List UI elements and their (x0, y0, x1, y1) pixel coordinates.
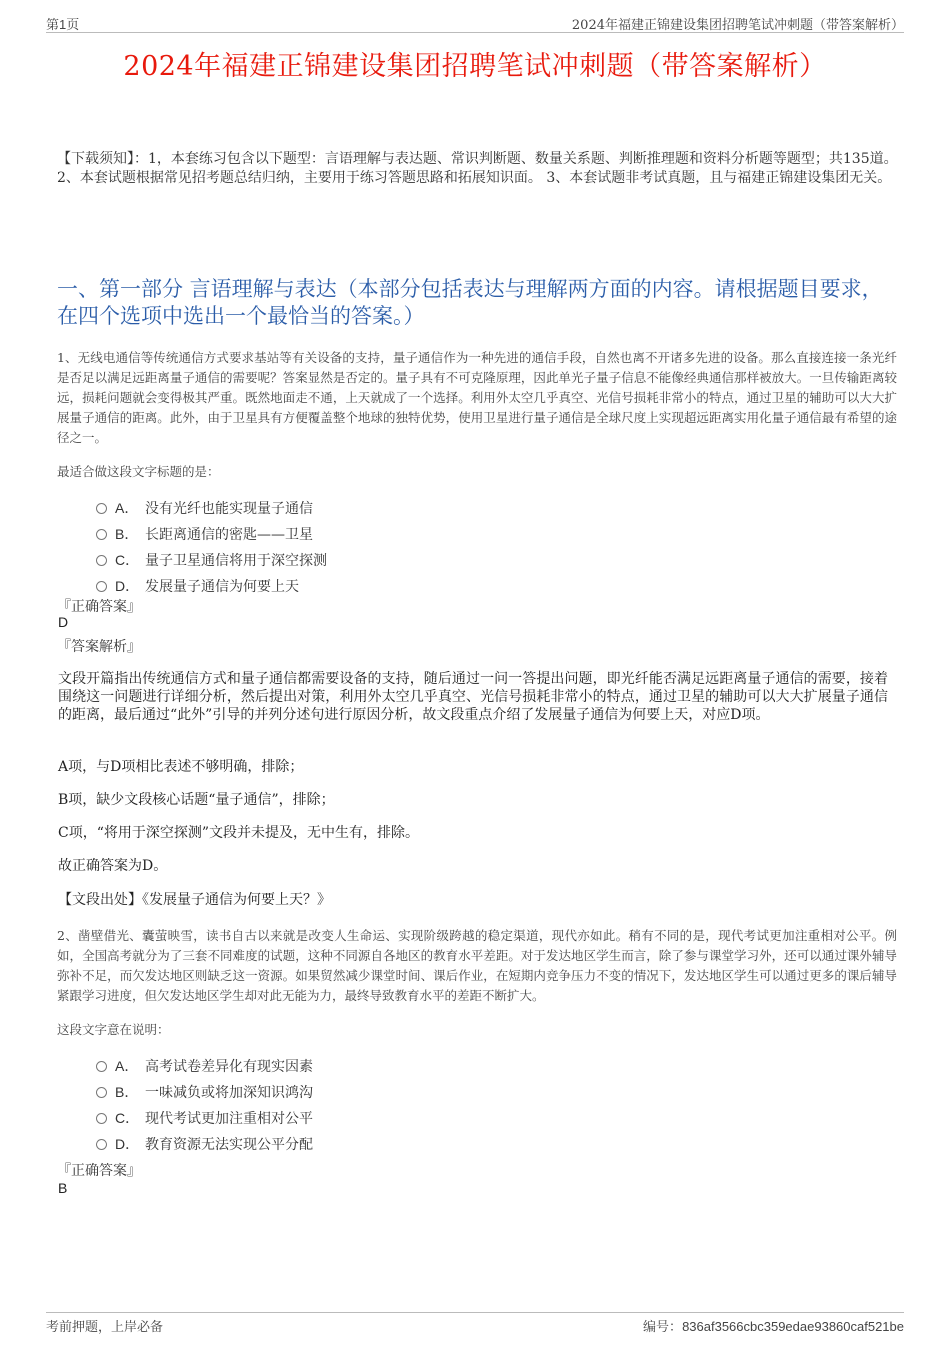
download-notice: 【下载须知】：1，本套练习包含以下题型：言语理解与表达题、常识判断题、数量关系题、判断推理题和资料分析题等题型；共135道。 2、本套试题根据常见招考题总结归纳，主要用于练习答题思路和拓展知识面。 3、本套试题非考试真题，且与福建正锦建设集团无关。 (57, 151, 898, 186)
radio-button-icon[interactable] (96, 529, 107, 540)
option-text: 一味减负或将加深知识鸿沟 (145, 1085, 313, 1101)
q2-answer: B (58, 1180, 68, 1196)
question-1-stem: 1、无线电通信等传统通信方式要求基站等有关设备的支持，量子通信作为一种先进的通信手段，自然也离不开诸多先进的设备。那么直接连接一条光纤是否足以满足远距离量子通信的需要呢？答案显然是否定的。量子具有不可克隆原理，因此单光子量子信息不能像经典通信那样被放大。一旦传输距离较远，损耗问题就会变得极其严重。既然地面走不通，上天就成了一个选择。利用外太空几乎真空、光信号损耗非常小的特点，通过卫星的辅助可以大大扩展量子通信的距离。此外，由于卫星具有方便覆盖整个地球的独特优势，使用卫星进行量子通信是全球尺度上实现超远距离实用化量子通信最有希望的途径之一。 (57, 350, 897, 445)
footer-slogan: 考前押题，上岸必备 (46, 1320, 164, 1335)
radio-button-icon[interactable] (96, 1139, 107, 1150)
question-1-prompt: 最适合做这段文字标题的是： (57, 464, 220, 479)
option-letter: A． (115, 500, 139, 516)
header-doc-title: 2024年福建正锦建设集团招聘笔试冲刺题（带答案解析） (571, 18, 904, 33)
q1-analysis-c: C项，“将用于深空探测”文段并未提及，无中生有，排除。 (58, 825, 420, 841)
page-footer (46, 1312, 904, 1335)
page-number: 第1页 (46, 17, 80, 32)
option-text: 现代考试更加注重相对公平 (145, 1111, 313, 1127)
q1-analysis-b: B项，缺少文段核心话题“量子通信”，排除； (58, 792, 335, 808)
option-text: 发展量子通信为何要上天 (145, 579, 299, 595)
option-text: 量子卫星通信将用于深空探测 (145, 553, 327, 569)
question-2-prompt: 这段文字意在说明： (57, 1022, 170, 1037)
option-letter: B． (115, 1084, 139, 1100)
option-text: 长距离通信的密匙——卫星 (145, 527, 313, 543)
option-letter: C． (115, 1110, 140, 1126)
q1-analysis-a: A项，与D项相比表述不够明确，排除； (58, 759, 304, 775)
footer-code (643, 1316, 904, 1335)
q1-source: 【文段出处】《发展量子通信为何要上天？》 (58, 892, 331, 908)
option-text: 没有光纤也能实现量子通信 (145, 501, 313, 517)
option-letter: B． (115, 526, 139, 542)
option-text: 教育资源无法实现公平分配 (145, 1137, 313, 1153)
question-2-stem: 2、凿壁借光、囊萤映雪，读书自古以来就是改变人生命运、实现阶级跨越的稳定渠道，现代亦如此。稍有不同的是，现代考试更加注重相对公平。例如，全国高考就分为了三套不同难度的试题，这种不同源自各地区的教育水平差距。对于发达地区学生而言，除了参与课堂学习外，还可以通过课外辅导弥补不足，而欠发达地区则缺乏这一资源。如果贸然减少课堂时间、课后作业，在短期内竞争压力不变的情况下，发达地区学生可以通过更多的课后辅导紧跟学习进度，但欠发达地区学生却对此无能为力，最终导致教育水平的差距不断扩大。 (57, 928, 897, 1003)
q1-analysis-conclusion: 故正确答案为D。 (58, 858, 168, 874)
radio-button-icon[interactable] (96, 1061, 107, 1072)
radio-button-icon[interactable] (96, 555, 107, 566)
radio-button-icon[interactable] (96, 1113, 107, 1124)
footer-code-value: 836af3566cbc359edae93860caf521be (682, 1319, 904, 1334)
page-header (46, 12, 904, 33)
section-heading: 一、第一部分 言语理解与表达（本部分包括表达与理解两方面的内容。请根据题目要求，在四个选项中选出一个最恰当的答案。） (57, 277, 883, 328)
q1-answer: D (58, 614, 69, 630)
q1-analysis-label: 『答案解析』 (57, 639, 141, 655)
q2-answer-label: 『正确答案』 (57, 1163, 141, 1179)
option-letter: C． (115, 552, 140, 568)
radio-button-icon[interactable] (96, 503, 107, 514)
radio-button-icon[interactable] (96, 581, 107, 592)
option-letter: D． (115, 578, 140, 594)
footer-code-label: 编号： (643, 1320, 683, 1335)
q1-analysis-paragraph: 文段开篇指出传统通信方式和量子通信都需要设备的支持，随后通过一问一答提出问题，即光纤能否满足远距离量子通信的需要，接着围绕这一问题进行详细分析，然后提出对策，利用外太空几乎真空、光信号损耗非常小的特点，通过卫星的辅助可以大大扩展量子通信的距离，最后通过“此外”引导的并列分述句进行原因分析，故文段重点介绍了发展量子通信为何要上天，对应D项。 (58, 671, 888, 723)
option-text: 高考试卷差异化有现实因素 (145, 1059, 313, 1075)
page-title: 2024年福建正锦建设集团招聘笔试冲刺题（带答案解析） (123, 51, 827, 82)
option-letter: D． (115, 1136, 140, 1152)
q1-answer-label: 『正确答案』 (57, 599, 141, 615)
option-letter: A． (115, 1058, 139, 1074)
radio-button-icon[interactable] (96, 1087, 107, 1098)
